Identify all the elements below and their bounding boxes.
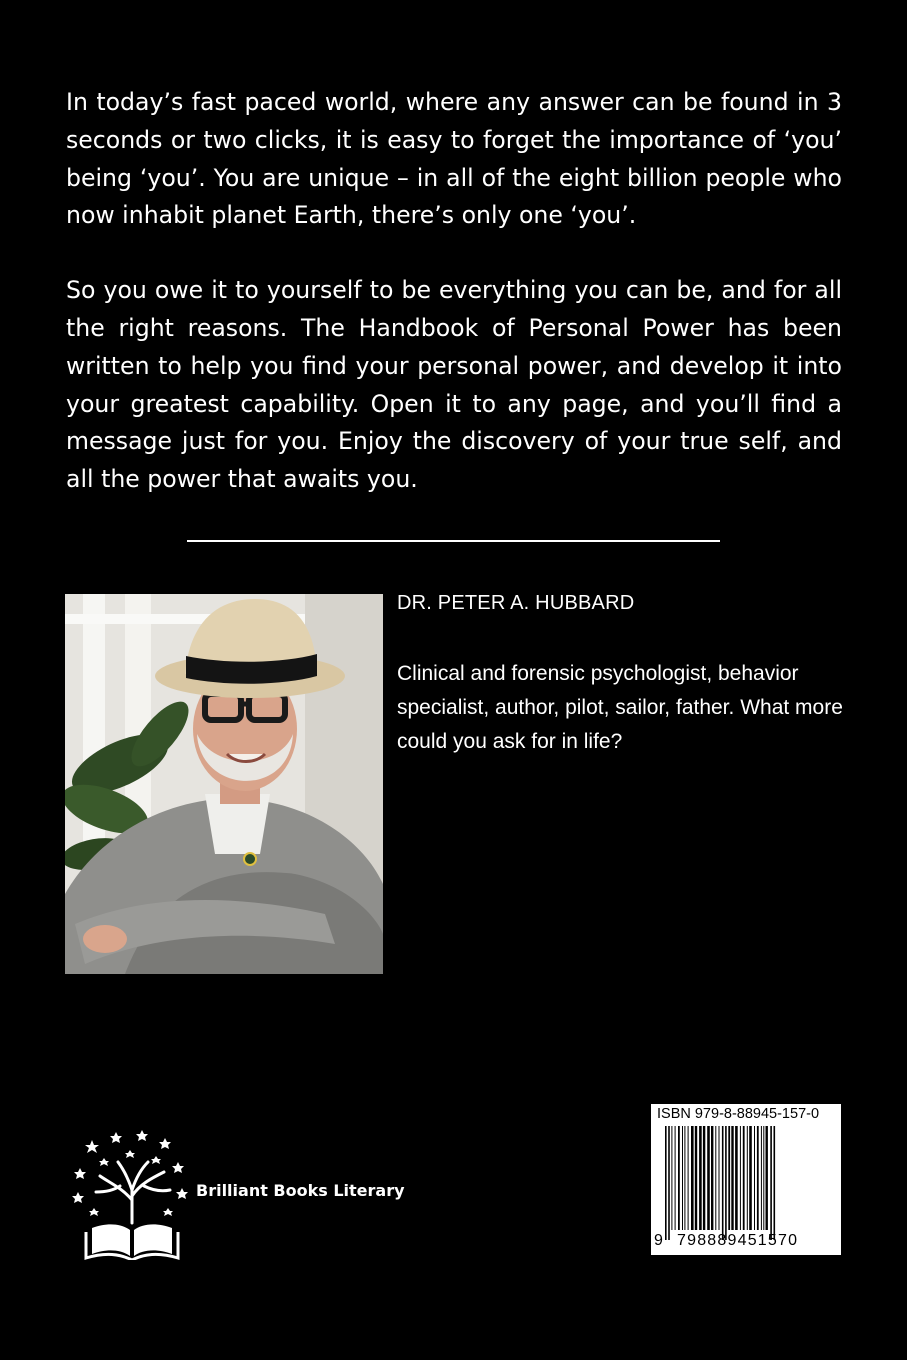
blurb-paragraph-1: In today’s fast paced world, where any answer can be found in 3 seconds or two clicks, it is easy to forget the importance of ‘you’ being ‘you’. You are unique – in all of the eight billion people who now inhabit planet Earth, there’s only one ‘you’. [66,88,842,230]
back-cover-blurb [66,84,842,499]
author-bio: Clinical and forensic psychologist, behavior specialist, author, pilot, sailor, father. What more could you ask for in life? [397,662,843,753]
isbn-label: ISBN 979-8-88945-157-0 [657,1106,820,1122]
barcode-digits [651,1232,841,1254]
divider-rule [187,540,720,542]
open-book-tree-stars-icon [72,1128,192,1260]
author-photo [65,594,383,974]
blurb-paragraph-2: So you owe it to yourself to be everything you can be, and for all the right reasons. The Handbook of Personal Power has been written to help you find your personal power, and develop it into your greatest capability. Open it to any page, and you’ll find a message just for you. Enjoy the discovery of your true self, and all the power that awaits you. [66,276,842,494]
barcode-digit-string: 798889451570 [677,1232,799,1249]
isbn-barcode [651,1104,841,1255]
barcode-first-digit: 9 [654,1232,663,1249]
author-name: DR. PETER A. HUBBARD [397,592,635,614]
publisher-name: Brilliant Books Literary [196,1181,405,1200]
